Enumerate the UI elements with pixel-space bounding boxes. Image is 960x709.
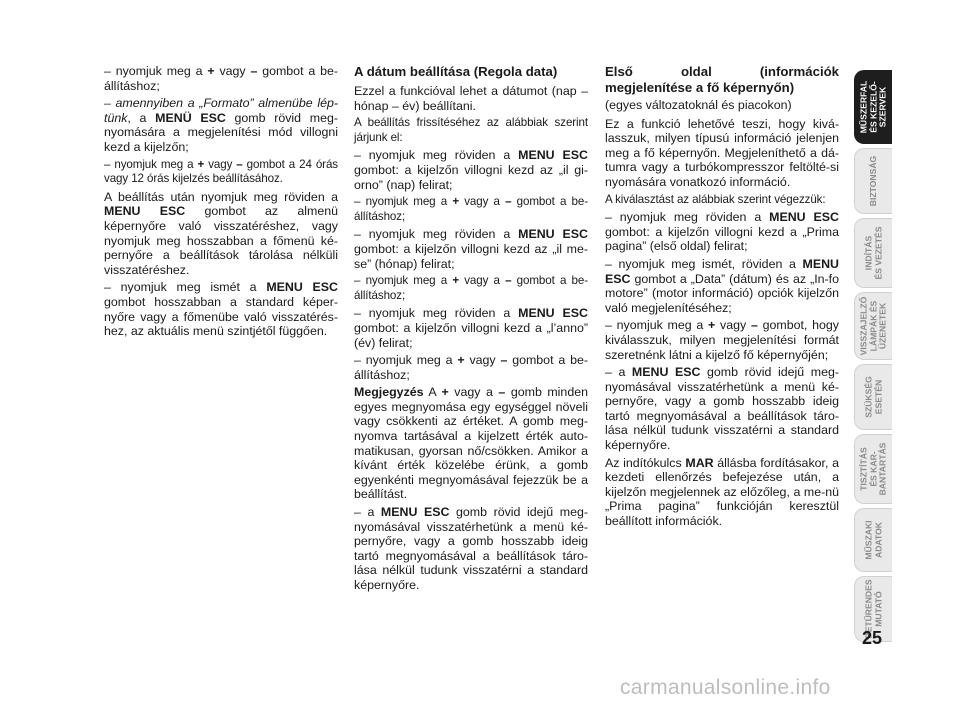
text: gombot az almenü képernyőre való visszatéréshez, vagy nyomjuk meg hosszabban a főmenü ké-pernyőre a beállítások tárolása nélküli visszatéréshez. — [104, 204, 338, 277]
tab-biztonsag[interactable] — [854, 148, 892, 214]
paragraph — [605, 318, 839, 362]
text: gombot a be-állításhoz; — [354, 195, 588, 223]
text: állásba fordításakor, a kezdeti ellenőrzés befejezése után, a kijelzőn megjelennek az előzőleg, a me-nü „Prima pagina” funkcióján keresztül beállított információk. — [605, 455, 839, 529]
paragraph: Ezzel a funkcióval lehet a dátumot (nap – hónap – év) beállítani. — [354, 84, 588, 113]
plus-symbol: + — [452, 195, 459, 209]
italic-text: – amennyiben a „Formato” almenübe lép-tünk — [104, 96, 338, 125]
tab-label: VISSZAJELZŐ LÁMPÁK ÉS ÜZENETEK — [858, 296, 888, 356]
text: gombot a „Data” (dátum) és az „In-fo motore” (motor információ) opciók kijelzőn való megjelenítéséhez; — [605, 271, 839, 315]
paragraph — [104, 64, 338, 93]
text: vagy a — [448, 385, 499, 400]
button-name: MENÜ ESC — [155, 110, 226, 125]
text: gomb minden egyes megnyomása egy egységgel növeli vagy csökkenti az értéket. A gomb meg-nyomva tartásával a kijelzett érték auto-matikusan, gyorsan nő/csökken. Amikor a kívánt érték közelébe érünk, a gomb egyenkénti megnyomásával fejezzük be a beállítást. — [354, 385, 588, 502]
paragraph — [354, 505, 588, 593]
text: gombot: a kijelzőn villogni kezd az „il gi-orno” (nap) felirat; — [354, 162, 588, 192]
button-name: MENU ESC — [769, 210, 839, 225]
button-name: MENU ESC — [104, 204, 186, 219]
button-name: MENU ESC — [266, 280, 339, 295]
text: vagy — [204, 157, 237, 171]
text: – nyomjuk meg a — [354, 274, 453, 288]
section-subheading: (egyes változatoknál és piacokon) — [605, 98, 792, 112]
text: gombot a be-állításhoz; — [104, 64, 338, 93]
text: gomb rövid idejű meg-nyomásával visszatérhetünk a menü ké-pernyőre, vagy a gomb hosszabb ideig tartó megnyomásával a beállítások táro-lása nélkül tudunk visszatérni a standard képernyőre. — [605, 365, 839, 453]
text: gombot: a kijelzőn villogni kezd a „l’anno” (év) felirat; — [354, 320, 588, 350]
paragraph: A beállítás frissítéséhez az alábbiak szerint járjunk el: — [354, 116, 588, 144]
note-label: Megjegyzés — [354, 385, 424, 400]
text: – nyomjuk meg ismét, röviden a — [605, 256, 803, 271]
tab-label: BIZTONSÁG — [867, 155, 878, 207]
text: – nyomjuk meg a — [104, 157, 198, 171]
paragraph — [104, 190, 338, 278]
text: vagy — [214, 64, 251, 78]
plus-symbol: + — [452, 274, 459, 288]
button-name: MENU ESC — [518, 227, 588, 242]
minus-symbol: – — [505, 274, 512, 288]
minus-symbol: – — [505, 195, 512, 209]
paragraph — [354, 227, 588, 271]
chapter-tabs — [854, 70, 892, 646]
text: – nyomjuk meg a — [605, 318, 709, 333]
text: – a — [354, 505, 381, 520]
text: vagy — [464, 353, 501, 368]
plus-symbol: + — [207, 64, 215, 78]
text: – nyomjuk meg röviden a — [354, 306, 519, 321]
text-column-1 — [104, 64, 338, 342]
plus-symbol: + — [457, 353, 465, 368]
text: gomb rövid idejű meg-nyomásával visszatérhetünk a menü ké-pernyőre, vagy a gomb hosszabb ideig tartó megnyomásával a beállítások táro-lása nélkül tudunk visszatérni a standard képernyőre. — [354, 505, 588, 592]
tab-szukseg[interactable] — [854, 364, 892, 430]
paragraph — [605, 365, 839, 453]
text: vagy a — [458, 274, 506, 288]
text: – nyomjuk meg a — [354, 195, 453, 209]
tab-label: SZÜKSÉG ESETÉN — [862, 376, 883, 418]
text: – nyomjuk meg röviden a — [354, 148, 519, 163]
text: vagy a — [458, 195, 506, 209]
minus-symbol: – — [250, 64, 258, 78]
text: gombot: a kijelzőn villogni kezd az „il me-se” (hónap) felirat; — [354, 241, 588, 271]
paragraph — [605, 257, 839, 315]
plus-symbol: + — [708, 318, 716, 333]
button-name: MENU ESC — [518, 306, 588, 321]
text: – nyomjuk meg ismét a — [104, 280, 267, 295]
section-heading: A dátum beállítása (Regola data) — [354, 64, 558, 79]
paragraph — [104, 96, 338, 154]
tab-label: INDÍTÁS ÉS VEZETÉS — [862, 226, 883, 280]
paragraph — [354, 306, 588, 350]
paragraph — [354, 274, 588, 303]
minus-symbol: – — [236, 157, 243, 171]
key-position-label: MAR — [685, 455, 714, 470]
paragraph — [354, 195, 588, 224]
tab-muszerfal[interactable] — [854, 70, 892, 144]
tab-muszaki[interactable] — [854, 508, 892, 572]
text: – nyomjuk meg a — [104, 64, 208, 78]
tab-visszajelzo[interactable] — [854, 292, 892, 360]
text: – nyomjuk meg a — [354, 353, 458, 368]
text: gombot a be-állításhoz; — [354, 353, 588, 382]
section-heading: Első oldal (információk megjelenítése a fő képernyőn) — [605, 64, 839, 95]
text: gombot: a kijelzőn villogni kezd a „Prima pagina” (első oldal) felirat; — [605, 224, 839, 254]
watermark: carmanualsonline.info — [620, 676, 831, 699]
text: A beállítás után nyomjuk meg röviden a — [104, 189, 338, 204]
paragraph — [354, 353, 588, 382]
button-name: MENU ESC — [380, 505, 450, 520]
text: – nyomjuk meg röviden a — [605, 210, 770, 225]
plus-symbol: + — [197, 157, 205, 171]
tab-label: BETŰRENDES MUTATÓ — [862, 579, 883, 639]
text-column-3 — [605, 64, 839, 532]
button-name: MENU ESC — [631, 365, 701, 380]
minus-symbol: – — [498, 385, 506, 400]
text: gombot, hogy kiválasszuk, milyen megjelenítési formát szeretnénk látni a kijelző fő képernyőjén; — [605, 318, 839, 362]
text: – a — [605, 365, 632, 380]
paragraph — [605, 456, 839, 529]
paragraph — [354, 148, 588, 192]
text: vagy — [715, 318, 751, 333]
paragraph — [104, 158, 338, 187]
text: , a — [127, 110, 156, 125]
paragraph: Ez a funkció lehetővé teszi, hogy kivá-lasszuk, milyen típusú információ jelenjen meg a fő képernyőn. Megjeleníthető a dá-tumra vagy a turbókompresszor feltölté-si nyomására vonatkozó információ. — [605, 116, 839, 189]
button-name: MENU ESC — [518, 148, 588, 163]
tab-tisztitas[interactable] — [854, 434, 892, 504]
text: gombot a be-állításhoz; — [354, 274, 588, 302]
minus-symbol: – — [750, 318, 758, 333]
note-paragraph — [354, 385, 588, 502]
text: A — [423, 385, 442, 400]
page-number: 25 — [861, 628, 883, 648]
tab-inditas[interactable] — [854, 218, 892, 288]
button-name: MENU ESC — [605, 256, 839, 286]
plus-symbol: + — [441, 385, 449, 400]
tab-label: TISZTÍTÁS ÉS KAR- BANTARTÁS — [858, 442, 888, 496]
text: gombot hosszabban a standard képer-nyőre vagy a főmenübe való visszatérés-hez, az aktuális menü szintjétől függően. — [104, 294, 338, 339]
text: gombot a 24 órás vagy 12 órás kijelzés beállításához. — [104, 157, 338, 186]
tab-label: MŰSZAKI ADATOK — [862, 520, 883, 560]
text: – nyomjuk meg röviden a — [354, 227, 519, 242]
text: gomb rövid meg-nyomására a megjelenítési mód villogni kezd a kijelzőn; — [104, 110, 339, 154]
paragraph — [104, 280, 338, 338]
text-column-2 — [354, 64, 588, 596]
paragraph — [605, 210, 839, 254]
tab-label: MŰSZERFAL ÉS KEZELŐ- SZERVEK — [858, 80, 888, 134]
paragraph: A kiválasztást az alábbiak szerint végezzük: — [605, 192, 826, 206]
minus-symbol: – — [500, 353, 508, 368]
text: Az indítókulcs — [605, 455, 686, 470]
